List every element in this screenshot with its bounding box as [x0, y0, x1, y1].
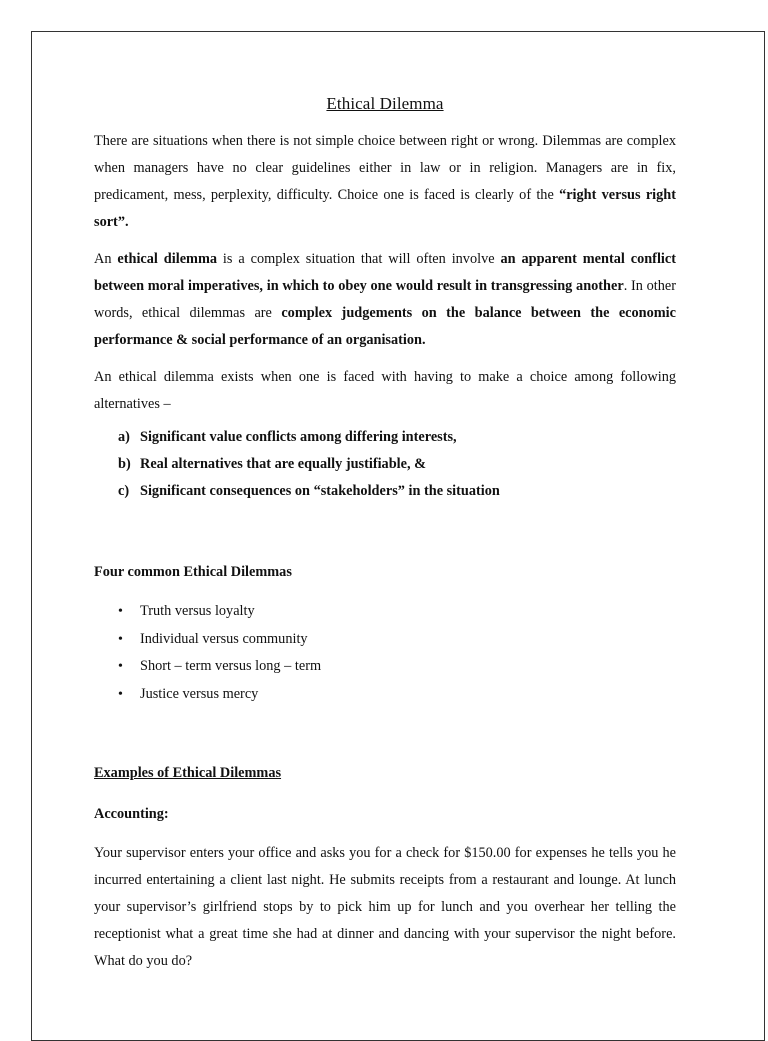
list-item-text: Significant value conflicts among differing interests,	[140, 429, 457, 445]
list-item	[118, 424, 676, 451]
document-title: Ethical Dilemma	[326, 94, 444, 113]
alternatives-list	[118, 424, 676, 505]
list-item-label: a)	[118, 429, 130, 445]
list-item-text: Real alternatives that are equally justifiable, &	[140, 456, 427, 472]
list-item	[118, 451, 676, 478]
list-item-label: c)	[118, 483, 130, 499]
intro-paragraph	[94, 128, 676, 236]
document-page	[31, 31, 765, 1041]
intro-bold: “right versus right sort”.	[94, 187, 676, 230]
list-item-text: Individual versus community	[140, 630, 308, 647]
definition-paragraph	[94, 246, 676, 354]
list-item	[118, 478, 676, 505]
intro-text: There are situations when there is not simple choice between right or wrong. Dilemmas are complex when managers have no clear guidelines either in law or in religion. Managers are in fix, predicament, mess, perplexity, difficulty. Choice one is faced is clearly of the	[94, 133, 676, 203]
definition-text-1: An	[94, 251, 118, 267]
definition-bold-3: complex judgements on the balance between the economic performance & social performance of an organisation.	[94, 305, 676, 348]
bullet-icon: •	[118, 604, 123, 619]
list-item-label: b)	[118, 456, 131, 472]
document-content	[94, 94, 676, 985]
definition-bold-2: an apparent mental conflict between moral imperatives, in which to obey one would result in transgressing another	[94, 251, 676, 294]
list-item-text: Justice versus mercy	[140, 685, 259, 702]
bullet-icon: •	[118, 686, 123, 702]
list-item	[118, 681, 676, 709]
section-heading-common-dilemmas: Four common Ethical Dilemmas	[94, 564, 292, 580]
list-item-text: Short – term versus long – term	[140, 658, 322, 674]
accounting-paragraph: Your supervisor enters your office and asks you for a check for $150.00 for expenses he tells you he incurred entertaining a client last night. He submits receipts from a restaurant and lounge. At lunch your supervisor’s girlfriend stops by to pick him up for lunch and you overhear her telling the receptionist what a great time she had at dinner and dancing with your supervisor the night before. What do you do?	[94, 845, 676, 969]
accounting-heading: Accounting:	[94, 806, 169, 822]
definition-text-3: . In other words, ethical dilemmas are	[94, 278, 676, 321]
dilemmas-list	[94, 598, 676, 708]
list-item	[118, 598, 676, 626]
bullet-icon: •	[118, 631, 123, 647]
list-item	[118, 653, 676, 681]
list-item-text: Significant consequences on “stakeholders” in the situation	[140, 483, 500, 499]
definition-text-2: is a complex situation that will often involve	[217, 251, 501, 267]
list-item	[118, 626, 676, 654]
alternatives-intro: An ethical dilemma exists when one is faced with having to make a choice among following alternatives –	[94, 369, 676, 412]
definition-bold-1: ethical dilemma	[117, 251, 218, 267]
list-item-text: Truth versus loyalty	[140, 603, 255, 619]
bullet-icon: •	[118, 659, 123, 674]
section-heading-examples: Examples of Ethical Dilemmas	[94, 765, 282, 781]
